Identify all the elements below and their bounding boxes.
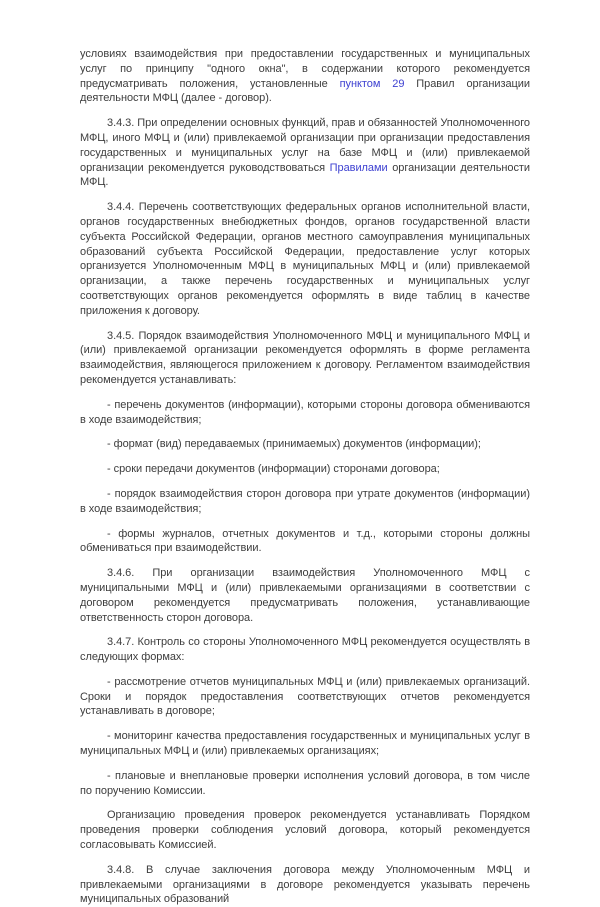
legal-reference-link[interactable]: Правилами bbox=[329, 161, 388, 174]
paragraph bbox=[80, 116, 530, 190]
paragraph-text: - формат (вид) передаваемых (принимаемых) документов (информации); bbox=[107, 438, 481, 451]
paragraph bbox=[80, 769, 530, 799]
paragraph bbox=[80, 863, 530, 907]
paragraph bbox=[80, 566, 530, 625]
paragraph-text: - плановые и внеплановые проверки исполнения условий договора, в том числе по поручению Комиссии. bbox=[80, 769, 530, 797]
paragraph-text: 3.4.4. Перечень соответствующих федеральных органов исполнительной власти, органов государственных внебюджетных фондов, органов государственной власти субъекта Российской Федерации, органов местного самоуправления муниципальных образований субъекта Российской Федерации, предоставление услуг которых организуется Уполномоченным МФЦ в муниципальных МФЦ и (или) привлекаемой организации, а также перечень государственных и муниципальных услуг соответствующих органов рекомендуется оформлять в виде таблиц в качестве приложения к договору. bbox=[80, 201, 530, 317]
paragraph bbox=[80, 487, 530, 517]
paragraph bbox=[80, 462, 530, 477]
paragraph-text: 3.4.7. Контроль со стороны Уполномоченного МФЦ рекомендуется осуществлять в следующих формах: bbox=[80, 636, 530, 664]
paragraph bbox=[80, 398, 530, 428]
paragraph bbox=[80, 527, 530, 557]
paragraph-text: условиях взаимодействия при предоставлении государственных и муниципальных услуг по принципу "одного окна", в содержании которого рекомендуется предусматривать положения, установленные bbox=[80, 48, 530, 90]
paragraph-text: - перечень документов (информации), которыми стороны договора обмениваются в ходе взаимодействия; bbox=[80, 398, 530, 426]
paragraph-text: - мониторинг качества предоставления государственных и муниципальных услуг в муниципальных МФЦ и (или) привлекаемых организациях; bbox=[80, 730, 530, 758]
paragraph bbox=[80, 200, 530, 318]
paragraph-text: Правил организации деятельности МФЦ (далее - договор). bbox=[80, 77, 530, 105]
paragraph-text: 3.4.8. В случае заключения договора между Уполномоченным МФЦ и привлекаемыми организациями в договоре рекомендуется указывать перечень муниципальных образований bbox=[80, 863, 530, 906]
paragraph-text: Организацию проведения проверок рекомендуется устанавливать Порядком проведения проверки соблюдения условий договора, который рекомендуется согласовывать Комиссией. bbox=[80, 809, 530, 852]
paragraph-text: - сроки передачи документов (информации) сторонами договора; bbox=[107, 463, 440, 476]
paragraph-text: 3.4.5. Порядок взаимодействия Уполномоченного МФЦ и муниципального МФЦ и (или) привлекаемой организации рекомендуется оформлять в форме регламента взаимодействия, являющегося приложением к договору. Регламентом взаимодействия рекомендуется устанавливать: bbox=[80, 329, 530, 386]
paragraph bbox=[80, 808, 530, 852]
paragraph-text: 3.4.6. При организации взаимодействия Уполномоченного МФЦ с муниципальными МФЦ и (или) привлекаемыми организациями в соответствии с договором рекомендуется предусматривать положения, устанавливающие ответственность сторон договора. bbox=[80, 567, 530, 624]
paragraph bbox=[80, 47, 530, 106]
paragraph bbox=[80, 675, 530, 719]
paragraph-text: - рассмотрение отчетов муниципальных МФЦ и (или) привлекаемых организаций. Сроки и порядок предоставления соответствующих отчетов рекомендуется устанавливать в договоре; bbox=[80, 675, 530, 718]
paragraph-text: - порядок взаимодействия сторон договора при утрате документов (информации) в ходе взаимодействия; bbox=[80, 487, 530, 515]
paragraph bbox=[80, 635, 530, 665]
paragraph-text: 3.4.3. При определении основных функций, прав и обязанностей Уполномоченного МФЦ, иного МФЦ и (или) привлекаемой организации при организации предоставления государственных и муниципальных услуг на базе МФЦ и (или) привлекаемой организации рекомендуется руководствоваться bbox=[80, 117, 530, 174]
paragraph-text: - формы журналов, отчетных документов и т.д., которыми стороны должны обмениваться при взаимодействии. bbox=[80, 527, 530, 555]
legal-reference-link[interactable]: пунктом 29 bbox=[339, 77, 405, 90]
paragraph bbox=[80, 729, 530, 759]
paragraph bbox=[80, 329, 530, 388]
paragraph-text: организации деятельности МФЦ. bbox=[80, 161, 530, 189]
paragraph bbox=[80, 437, 530, 452]
